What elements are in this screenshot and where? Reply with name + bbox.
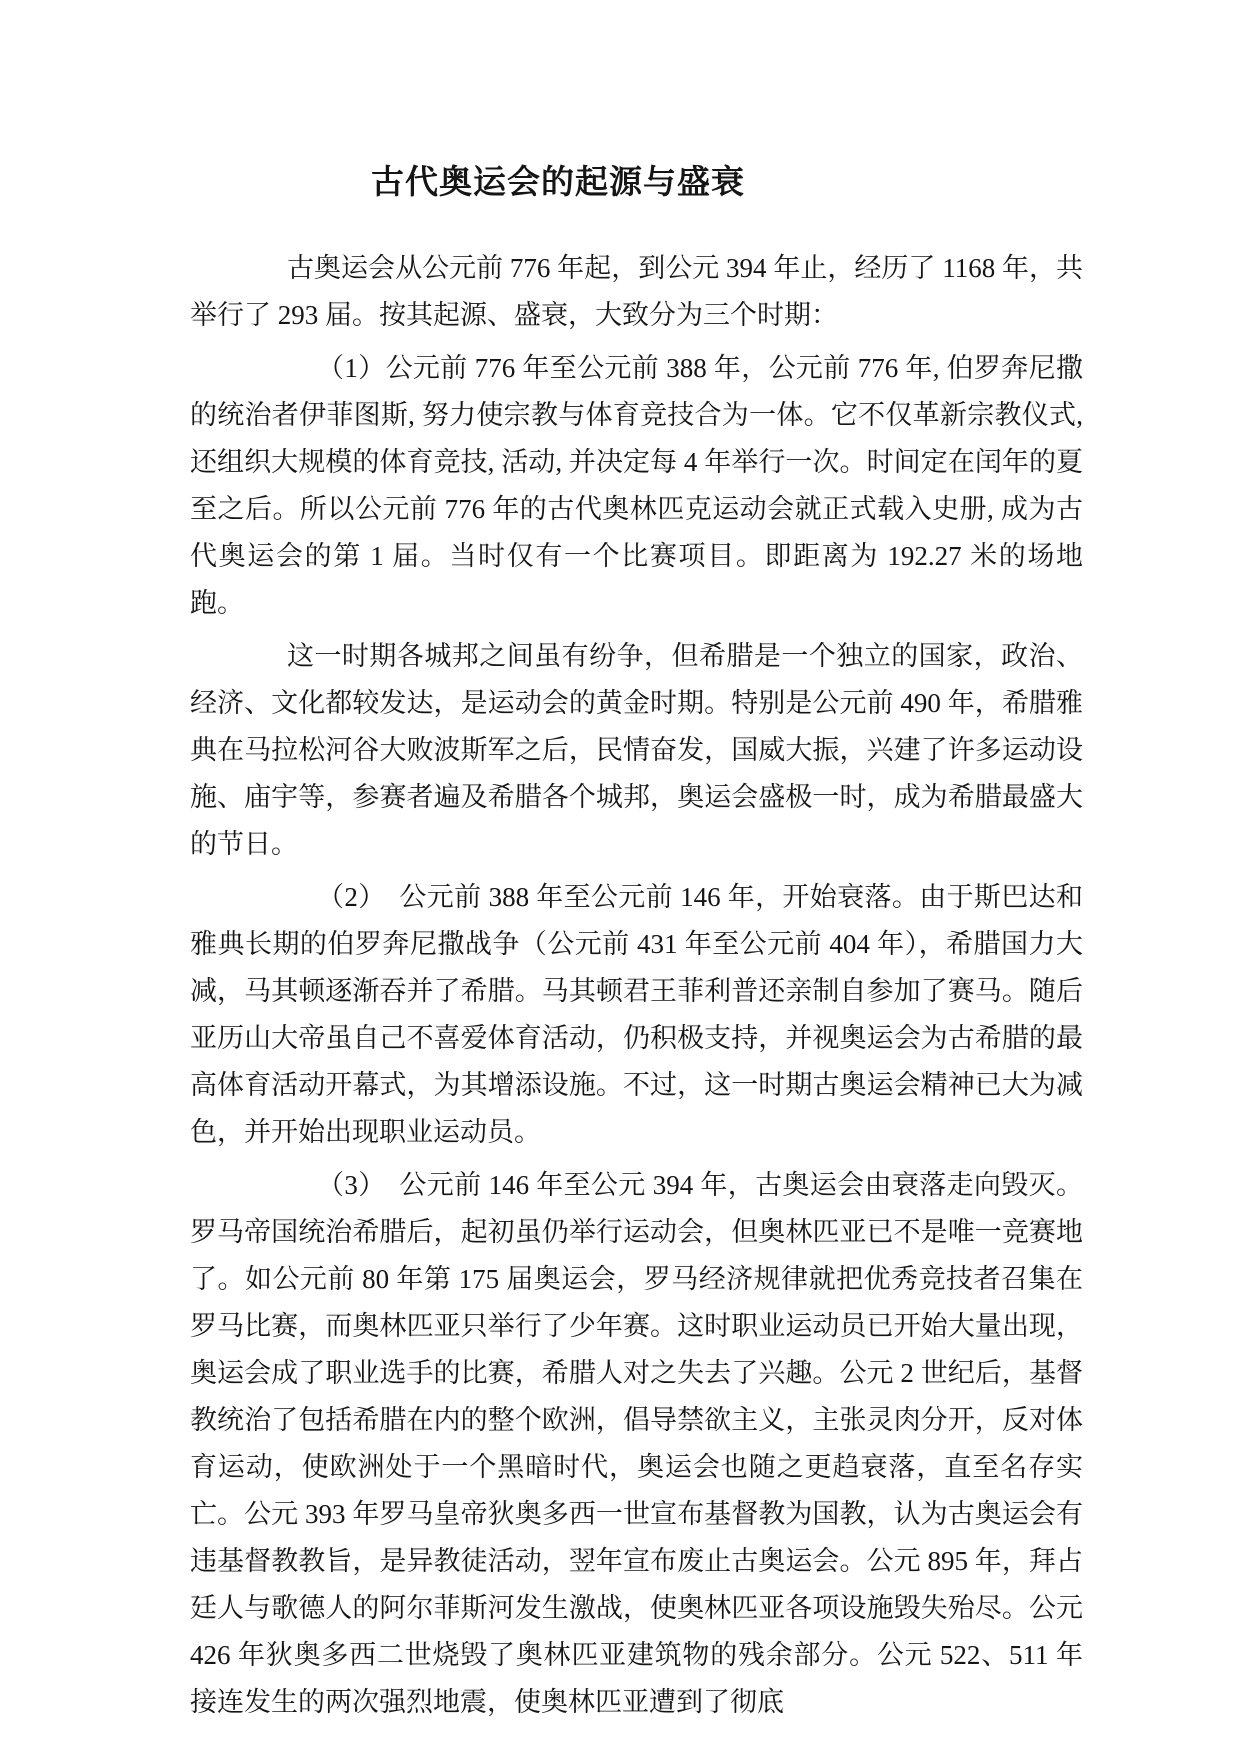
- paragraph-period-2: （2） 公元前 388 年至公元前 146 年，开始衰落。由于斯巴达和雅典长期的伯罗奔尼撒战争（公元前 431 年至公元前 404 年），希腊国力大减，马其顿逐渐吞并了希腊。马其顿君王菲利普还亲制自参加了赛马。随后亚历山大帝虽自己不喜爱体育活动，仍积极支持，并视奥运会为古希腊的最高体育活动开幕式，为其增添设施。不过，这一时期古奥运会精神已大为减色，并开始出现职业运动员。: [190, 882, 1083, 1147]
- paragraph-golden-age: 这一时期各城邦之间虽有纷争，但希腊是一个独立的国家，政治、经济、文化都较发达，是运动会的黄金时期。特别是公元前 490 年，希腊雅典在马拉松河谷大败波斯军之后，民情奋发，国威大振，兴建了许多运动设施、庙宇等，参赛者遍及希腊各个城邦，奥运会盛极一时，成为希腊最盛大的节日。: [190, 641, 1083, 859]
- document-body: [190, 245, 1083, 1732]
- paragraph-period-1: （1）公元前 776 年至公元前 388 年，公元前 776 年, 伯罗奔尼撒的统治者伊菲图斯, 努力使宗教与体育竞技合为一体。它不仅革新宗教仪式, 还组织大规模的体育竞技, 活动, 并决定每 4 年举行一次。时间定在闰年的夏至之后。所以公元前 776 年的古代奥林匹克运动会就正式载入史册, 成为古代奥运会的第 1 届。当时仅有一个比赛项目。即距离为 192.27 米的场地跑。: [190, 353, 1083, 618]
- document-title: 古代奥运会的起源与盛衰: [371, 165, 745, 201]
- paragraph-intro: 古奥运会从公元前 776 年起，到公元 394 年止，经历了 1168 年，共举行了 293 届。按其起源、盛衰，大致分为三个时期：: [190, 253, 1083, 330]
- paragraph-period-3: （3） 公元前 146 年至公元 394 年，古奥运会由衰落走向毁灭。罗马帝国统治希腊后，起初虽仍举行运动会，但奥林匹亚已不是唯一竞赛地了。如公元前 80 年第 175 届奥运会，罗马经济规律就把优秀竞技者召集在罗马比赛，而奥林匹亚只举行了少年赛。这时职业运动员已开始大量出现，奥运会成了职业选手的比赛，希腊人对之失去了兴趣。公元 2 世纪后，基督教统治了包括希腊在内的整个欧洲，倡导禁欲主义，主张灵肉分开，反对体育运动，使欧洲处于一个黑暗时代，奥运会也随之更趋衰落，直至名存实亡。公元 393 年罗马皇帝狄奥多西一世宣布基督教为国教，认为古奥运会有违基督教教旨，是异教徒活动，翌年宣布废止古奥运会。公元 895 年，拜占廷人与歌德人的阿尔菲斯河发生激战，使奥林匹亚各项设施毁失殆尽。公元 426 年狄奥多西二世烧毁了奥林匹亚建筑物的残余部分。公元 522、511 年接连发生的两次强烈地震，使奥林匹亚遭到了彻底: [190, 1170, 1083, 1717]
